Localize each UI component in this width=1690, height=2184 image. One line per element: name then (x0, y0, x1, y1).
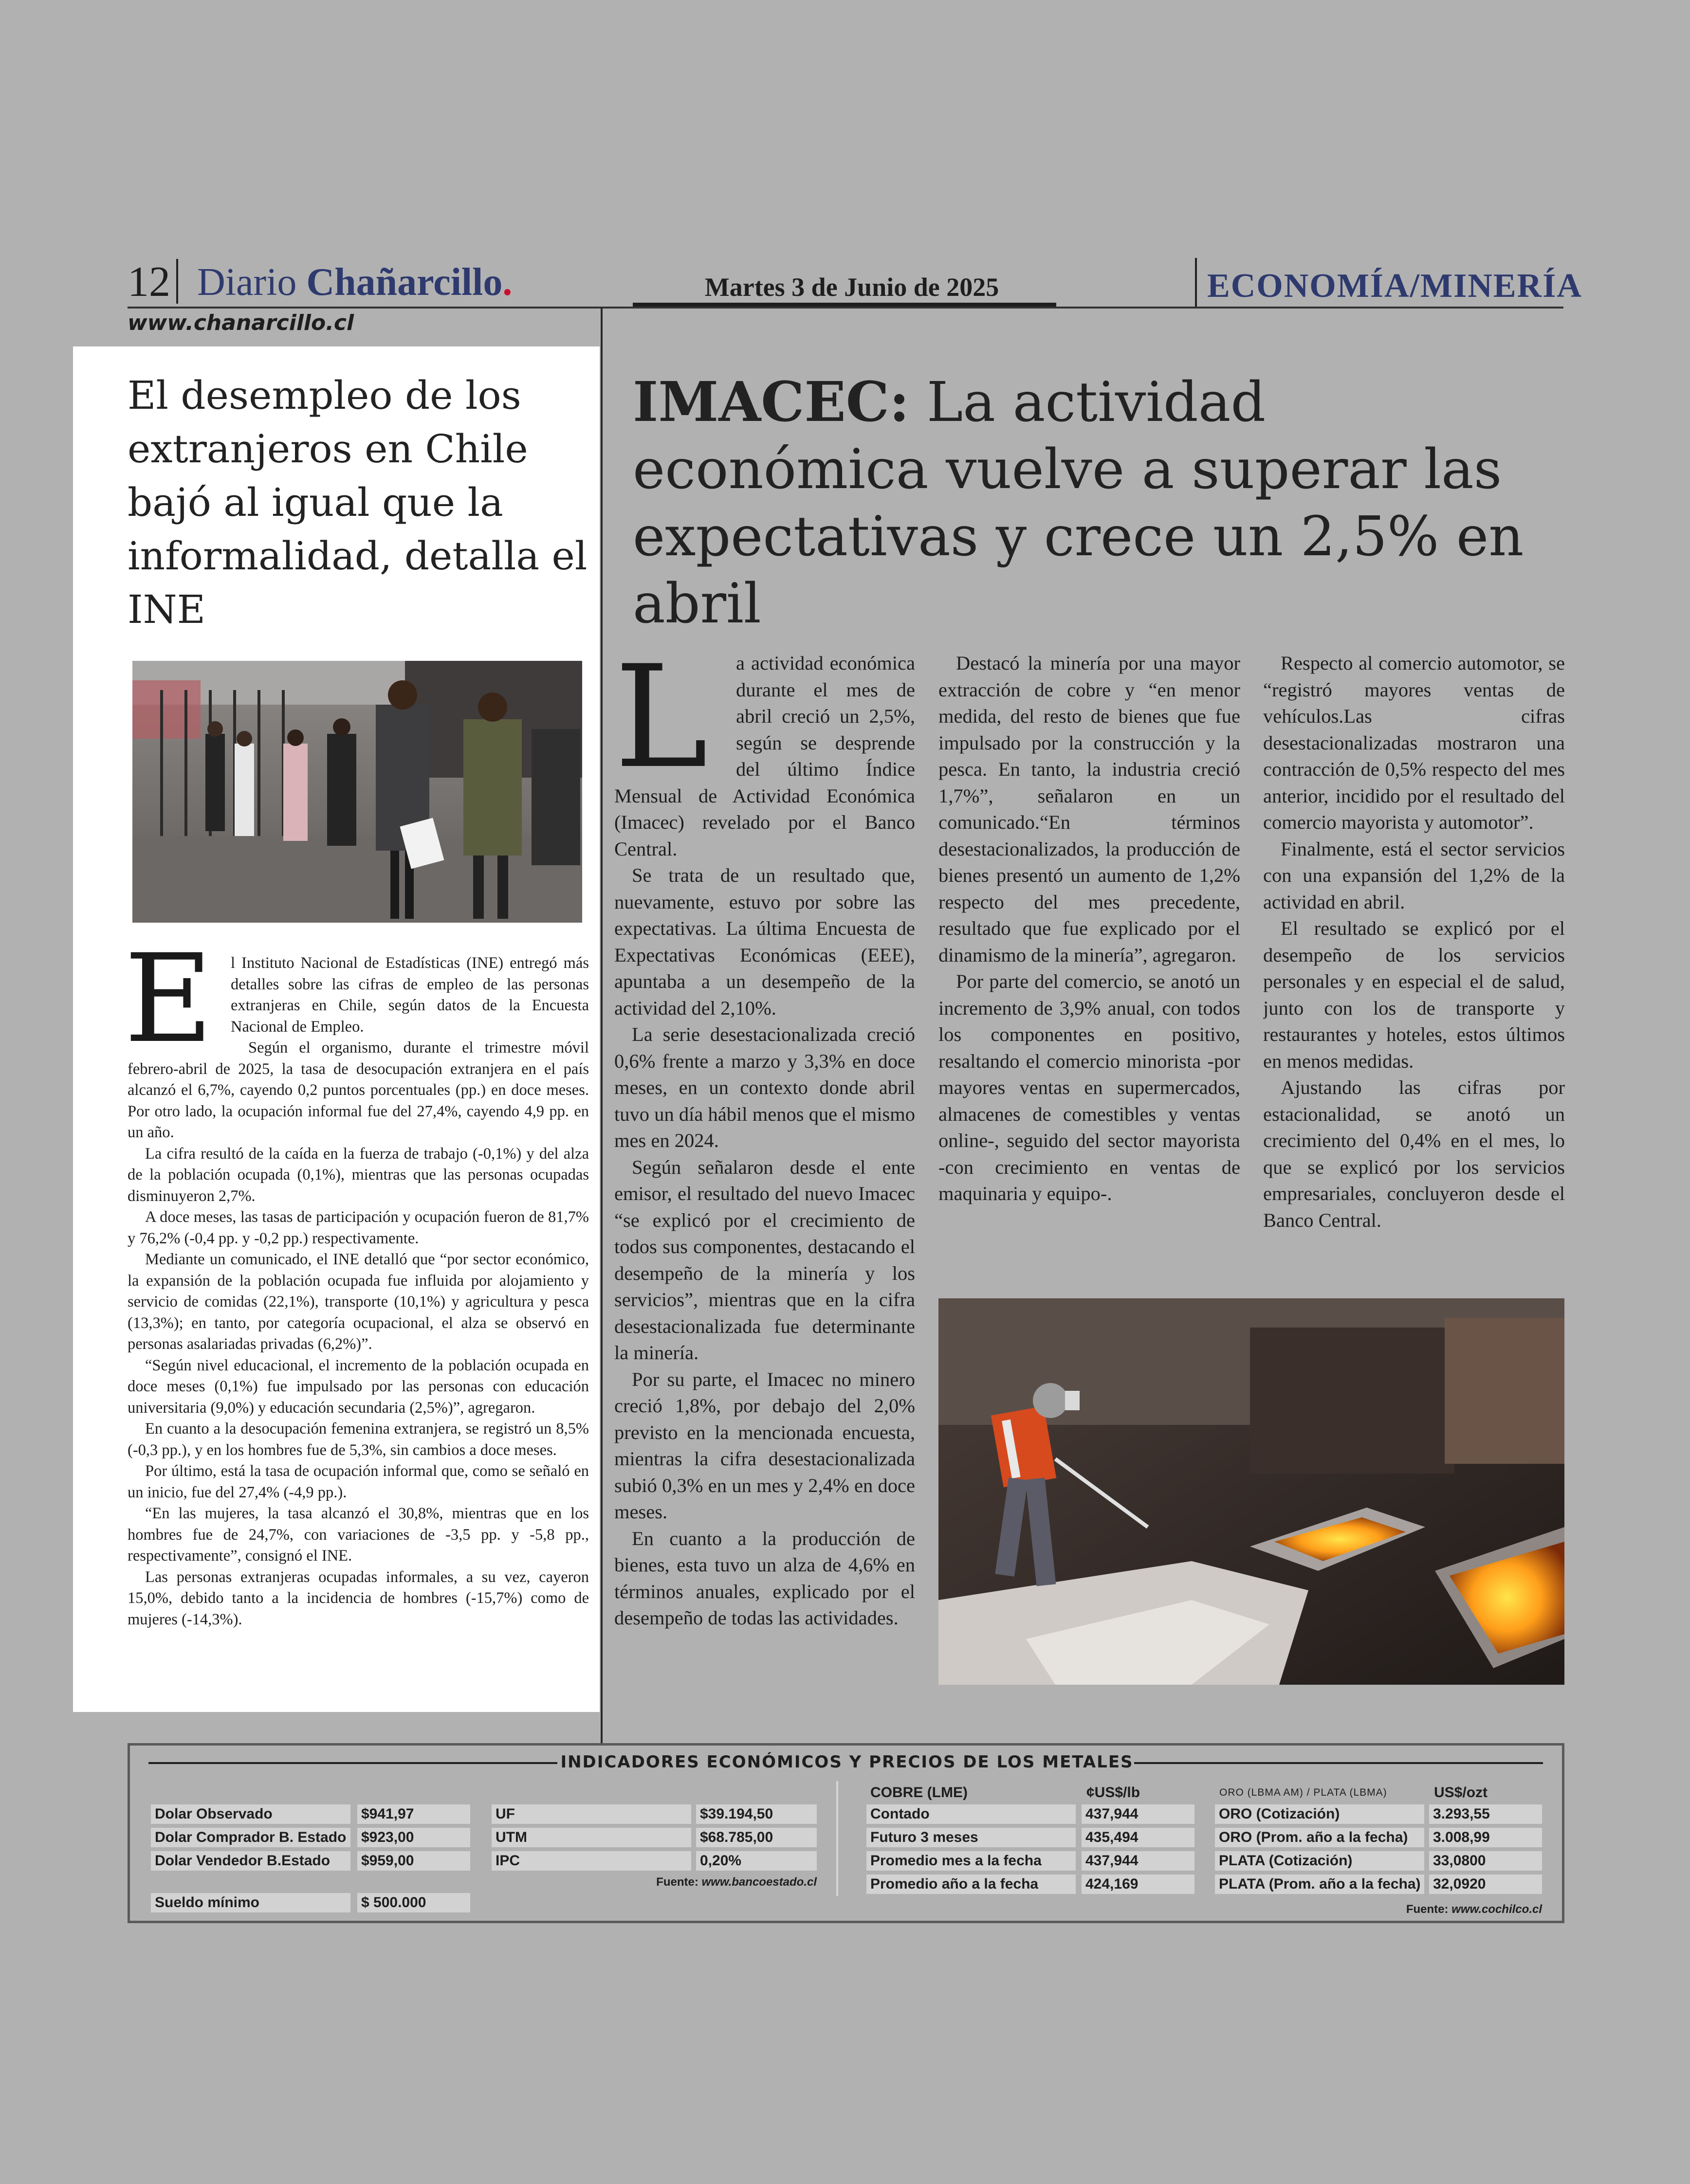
left-article-title: El desempleo de los extranjeros en Chile bajó al igual que la informalidad, detalla el INE (128, 373, 588, 632)
paragraph: l Instituto Nacional de Estadísticas (INE) entregó más detalles sobre las cifras de empleo de las personas extranjeras en Chile, según datos de la Encuesta Nacional de Empleo. (231, 954, 589, 1036)
paragraph: Finalmente, está el sector servicios con una expansión del 1,2% de la actividad en abril. (1263, 837, 1565, 913)
uf-label: UF (492, 1804, 691, 1824)
paragraph: Mediante un comunicado, el INE detalló que “por sector económico, la expansión de la población ocupada fue influida por alojamiento y servicio de comidas (22,1%), transporte (10,1%) y agricultura y pesca (13,3%); en tanto, por categoría ocupacional, el alza se observó en personas asalariadas privadas (6,2%)”. (128, 1251, 589, 1353)
page-number: 12 (128, 258, 170, 306)
paragraph: La serie desestacionalizada creció 0,6% frente a marzo y 3,3% en doce meses, en un contexto donde abril tuvo un día hábil menos que el mismo mes en 2024. (614, 1023, 915, 1151)
source-cochilco: Fuente: www.cochilco.cl (1406, 1903, 1542, 1916)
paragraph: a actividad económica durante el mes de abril creció un 2,5%, según se desprende del último Índice Mensual de Actividad Económica (Imacec) revelado por el Banco Central. (614, 652, 915, 860)
cobre-prom-ano-label: Promedio año a la fecha (866, 1875, 1076, 1894)
column-rule (601, 308, 603, 1743)
oro-promedio-label: ORO (Prom. año a la fecha) (1215, 1828, 1424, 1847)
cobre-prom-ano-value: 424,169 (1082, 1875, 1194, 1894)
oro-promedio-value: 3.008,99 (1429, 1828, 1542, 1847)
metales-header-label: ORO (LBMA AM) / PLATA (LBMA) (1219, 1787, 1387, 1798)
paragraph: En cuanto a la desocupación femenina extranjera, se registró un 8,5% (-0,3 pp.), y en los hombres fue de 5,3%, sin cambios a doce meses. (128, 1420, 589, 1459)
ipc-label: IPC (492, 1851, 691, 1871)
masthead (197, 258, 512, 307)
header-rule (128, 307, 1563, 309)
dolar-vendedor-label: Dolar Vendedor B.Estado (151, 1851, 350, 1871)
paragraph: Según señalaron desde el ente emisor, el resultado del nuevo Imacec “se explicó por el crecimiento de todos sus componentes, destacando el desempeño de la minería y los servicios”, mientras que en la cifra desestacionalizada fue determinante la minería. (614, 1156, 915, 1364)
indicators-divider (836, 1781, 838, 1896)
dolar-vendedor-value: $959,00 (357, 1851, 470, 1871)
metales-header-unit: US$/ozt (1434, 1784, 1488, 1801)
cobre-header-unit: ¢US$/lb (1086, 1784, 1140, 1801)
header-divider (176, 259, 178, 304)
main-title-rest: La actividad económica vuelve a superar las expectativas y crece un 2,5% en abril (633, 371, 1524, 636)
paragraph: Las personas extranjeras ocupadas informales, a su vez, cayeron 15,0%, debido tanto a la incidencia de hombres (-15,7%) como de mujeres (-14,3%). (128, 1568, 589, 1628)
main-article-drop-cap: L (614, 636, 708, 800)
left-article-drop-cap: E (124, 928, 213, 1070)
sueldo-minimo-value: $ 500.000 (357, 1893, 470, 1912)
website-url[interactable]: www.chanarcillo.cl (128, 310, 354, 335)
section-divider (1195, 258, 1197, 307)
copper-smelter-photo (938, 1298, 1564, 1685)
indicators-title: INDICADORES ECONÓMICOS Y PRECIOS DE LOS METALES (560, 1752, 1134, 1772)
cobre-header-label: COBRE (LME) (870, 1784, 968, 1801)
dolar-observado-label: Dolar Observado (151, 1804, 350, 1824)
masthead-prefix: Diario (197, 261, 297, 304)
main-article-column-1 (614, 650, 915, 1682)
utm-value: $68.785,00 (696, 1828, 817, 1847)
paragraph: En cuanto a la producción de bienes, esta tuvo un alza de 4,6% en términos anuales, explicado por el desempeño de todas las actividades. (614, 1527, 915, 1629)
utm-label: UTM (492, 1828, 691, 1847)
uf-value: $39.194,50 (696, 1804, 817, 1824)
cobre-contado-label: Contado (866, 1804, 1076, 1824)
paragraph: Por parte del comercio, se anotó un incremento de 3,9% anual, con todos los componentes en positivo, resaltando el comercio minorista -por mayores ventas en supermercados, almacenes de comestibles y ventas online-, seguido del sector mayorista -con crecimiento en ventas de maquinaria y equipo-. (938, 970, 1240, 1204)
plata-cotizacion-label: PLATA (Cotización) (1215, 1851, 1424, 1871)
dolar-comprador-label: Dolar Comprador B. Estado (151, 1828, 350, 1847)
main-article-column-3 (1263, 650, 1565, 1273)
ipc-value: 0,20% (696, 1851, 817, 1871)
indicators-rule-right (1134, 1762, 1543, 1764)
masthead-name: Chañarcillo (306, 261, 503, 304)
paragraph: Por su parte, el Imacec no minero creció 1,8%, por debajo del 2,0% previsto en la mencionada encuesta, mientras la cifra desestacionalizada subió 0,3% en un mes y 2,4% en doce meses. (614, 1368, 915, 1523)
people-queue-photo (132, 661, 582, 923)
paragraph: Por último, está la tasa de ocupación informal que, como se señaló en un inicio, fue del 27,4% (-4,9 pp.). (128, 1462, 589, 1501)
left-article-body (128, 953, 589, 1702)
plata-promedio-label: PLATA (Prom. año a la fecha) (1215, 1875, 1424, 1894)
paragraph: Destacó la minería por una mayor extracción de cobre y “en menor medida, del resto de bienes que fue impulsado por la construcción y la pesca. En tanto, la industria creció 1,7%”, señalaron en un comunicado.“En términos desestacionalizados, la producción de bienes presentó un aumento de 1,2% respecto del mes precedente, resultado que fue explicado por el dinamismo de la minería”, agregaron. (938, 652, 1240, 966)
paragraph: La cifra resultó de la caída en la fuerza de trabajo (-0,1%) y del alza de la población ocupada (0,1%), mientras que las personas ocupadas disminuyeron 2,7%. (128, 1145, 589, 1205)
paragraph: A doce meses, las tasas de participación y ocupación fueron de 81,7% y 76,2% (-0,4 pp. y -0,2 pp.) respectivamente. (128, 1208, 589, 1247)
main-article-column-2 (938, 650, 1240, 1273)
oro-cotizacion-label: ORO (Cotización) (1215, 1804, 1424, 1824)
cobre-prom-mes-label: Promedio mes a la fecha (866, 1851, 1076, 1871)
main-article-title (633, 369, 1567, 637)
indicators-rule-left (148, 1762, 557, 1764)
cobre-prom-mes-value: 437,944 (1082, 1851, 1194, 1871)
paragraph: “En las mujeres, la tasa alcanzó el 30,8%, mientras que en los hombres fue de 24,7%, con variaciones de -3,5 pp. y -5,8 pp., respectivamente”, consignó el INE. (128, 1505, 589, 1565)
dolar-comprador-value: $923,00 (357, 1828, 470, 1847)
paragraph: Respecto al comercio automotor, se “registró mayores ventas de vehículos.Las cifras desestacionalizadas mostraron una contracción de 0,5% respecto del mes anterior, incidido por el resultado del comercio mayorista y automotor”. (1263, 652, 1565, 833)
issue-date: Martes 3 de Junio de 2025 (704, 273, 999, 302)
plata-promedio-value: 32,0920 (1429, 1875, 1542, 1894)
main-title-bold: IMACEC: (633, 370, 910, 434)
masthead-dot: . (502, 261, 513, 304)
oro-cotizacion-value: 3.293,55 (1429, 1804, 1542, 1824)
plata-cotizacion-value: 33,0800 (1429, 1851, 1542, 1871)
section-label: ECONOMÍA/MINERÍA (1207, 267, 1582, 305)
paragraph: Según el organismo, durante el trimestre móvil febrero-abril de 2025, la tasa de desocupación extranjera en el país alcanzó el 6,7%, cayendo 0,2 puntos porcentuales (pp.) en doce meses. Por otro lado, la ocupación informal fue del 27,4%, cayendo 4,9 pp. en un año. (128, 1039, 589, 1141)
dolar-observado-value: $941,97 (357, 1804, 470, 1824)
cobre-futuro-value: 435,494 (1082, 1828, 1194, 1847)
paragraph: Ajustando las cifras por estacionalidad, se anotó un crecimiento del 0,4% en el mes, lo que se explicó por los servicios empresariales, concluyeron desde el Banco Central. (1263, 1076, 1565, 1231)
paragraph: Se trata de un resultado que, nuevamente, estuvo por sobre las expectativas. La última Encuesta de Expectativas Económicas (EEE), apuntaba a un desempeño de la actividad del 2,10%. (614, 864, 915, 1019)
cobre-futuro-label: Futuro 3 meses (866, 1828, 1076, 1847)
source-bancoestado: Fuente: www.bancoestado.cl (656, 1875, 817, 1889)
cobre-contado-value: 437,944 (1082, 1804, 1194, 1824)
sueldo-minimo-label: Sueldo mínimo (151, 1893, 350, 1912)
paragraph: “Según nivel educacional, el incremento de la población ocupada en doce meses (0,1%) fue impulsado por las personas con educación universitaria (9,0%) y educación secundaria (2,5%)”, agregaron. (128, 1356, 589, 1417)
paragraph: El resultado se explicó por el desempeño de los servicios personales y en especial el de salud, junto con los de transporte y restaurantes y hoteles, estos últimos en menos medidas. (1263, 917, 1565, 1072)
